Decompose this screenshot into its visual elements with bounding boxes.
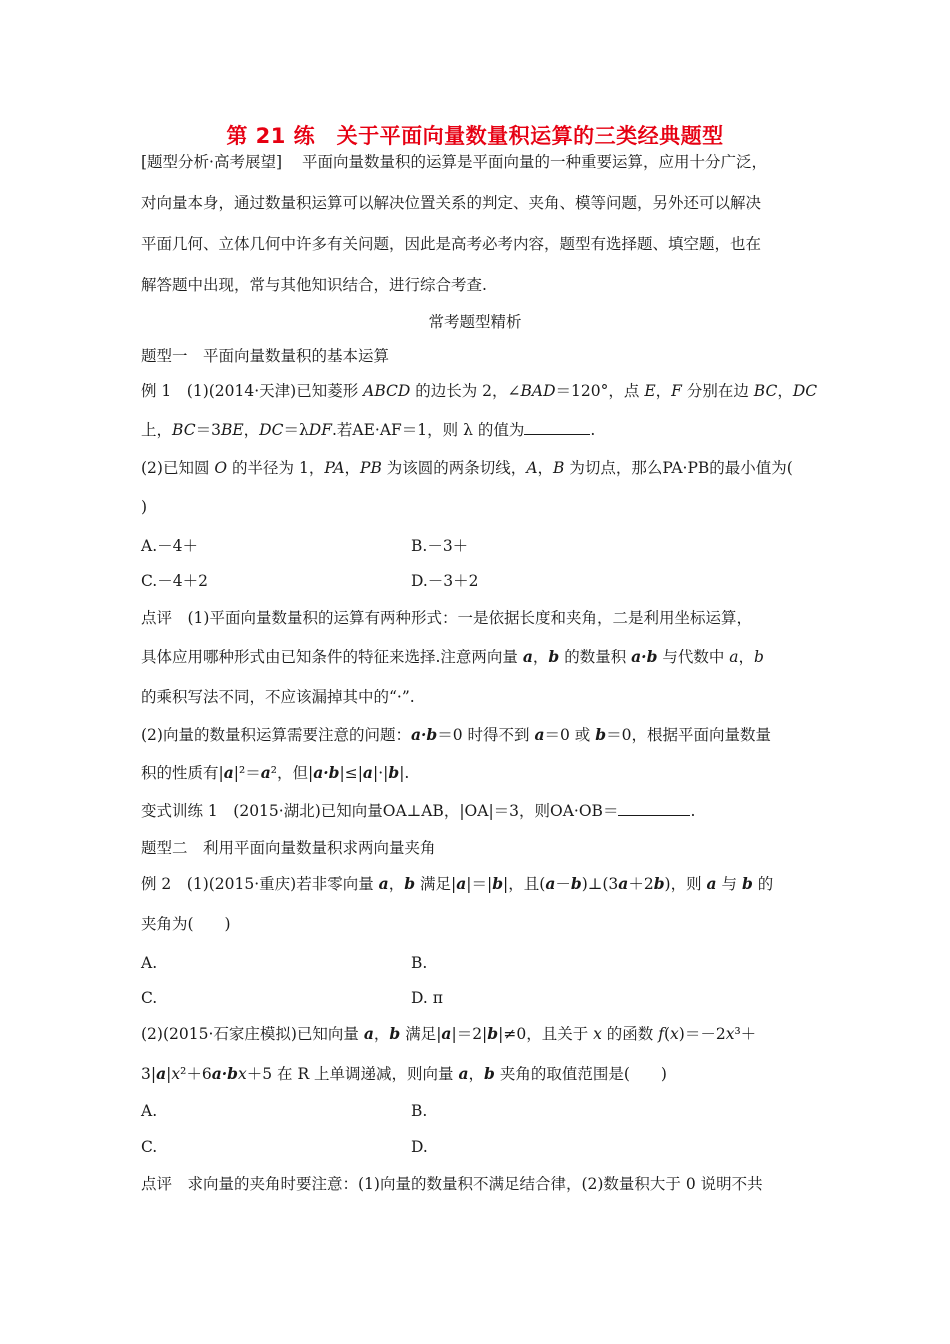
intro-line-4: 解答题中出现，常与其他知识结合，进行综合考查. [141,276,487,294]
ex2p2-option-b: B. [411,1102,428,1120]
answer-blank [618,801,690,816]
intro-line-3: 平面几何、立体几何中许多有关问题，因此是高考必考内容，题型有选择题、填空题，也在 [141,235,762,253]
ex2p2-option-a: A. [141,1102,158,1120]
review2-line-1: 点评 求向量的夹角时要注意：(1)向量的数量积不满足结合律，(2)数量积大于 0 说明不共 [141,1175,763,1193]
ex2p2-option-c: C. [141,1138,158,1156]
example2-line-2: 夹角为( ) [141,915,231,933]
review1-line-1: 点评 (1)平面向量数量积的运算有两种形式：一是依据长度和夹角，二是利用坐标运算， [141,609,752,627]
ex2-option-a: A. [141,954,158,972]
option-c: C.－4＋2 [141,572,208,590]
practice1: 变式训练 1 (2015·湖北)已知向量OA⊥AB，|OA|＝3，则OA·OB＝ . [141,802,696,820]
answer-blank [524,420,590,435]
option-a: A.－4＋ [141,537,198,555]
example1-part2-line-1: (2)已知圆 O 的半径为 1，PA，PB 为该圆的两条切线，A，B 为切点，那么PA·PB的最小值为( [141,459,793,477]
example1-line-2: 上，BC＝3BE，DC＝λDF.若AE·AF＝1，则 λ 的值为 . [141,421,596,439]
type1-heading: 题型一 平面向量数量积的基本运算 [141,347,390,365]
example1-line-1: 例 1 (1)(2014·天津)已知菱形 ABCD 的边长为 2，∠BAD＝120°，点 E，F 分别在边 BC，DC [141,382,818,400]
review1-line-2: 具体应用哪种形式由已知条件的特征来选择.注意两向量 a，b 的数量积 a·b 与代数中 a，b [141,647,764,666]
example2-line-1: 例 2 (1)(2015·重庆)若非零向量 a，b 满足|a|＝|b|，且(a－b)⊥(3a＋2b)，则 a 与 b 的 [141,874,774,893]
example2-part2-line-2: 3|a|x²＋6a·bx＋5 在 R 上单调递减，则向量 a，b 夹角的取值范围是( ) [141,1064,667,1083]
ex2-option-d: D. π [411,989,443,1007]
option-d: D.－3＋2 [411,572,479,590]
review1-line-3: 的乘积写法不同，不应该漏掉其中的“·”. [141,688,415,706]
section-heading: 常考题型精析 [428,313,522,331]
ex2-option-c: C. [141,989,158,1007]
intro-line-1 [141,152,767,172]
page-title: 第 21 练 关于平面向量数量积运算的三类经典题型 [226,124,724,148]
example2-part2-line-1: (2)(2015·石家庄模拟)已知向量 a，b 满足|a|＝2|b|≠0，且关于 x 的函数 f(x)＝－2x³＋ [141,1024,757,1043]
review1-line-5: 积的性质有|a|²＝a²，但|a·b|≤|a|·|b|. [141,763,410,782]
intro-text: 平面向量数量积的运算是平面向量的一种重要运算，应用十分广泛， [302,153,768,171]
review1-line-4: (2)向量的数量积运算需要注意的问题：a·b＝0 时得不到 a＝0 或 b＝0，根据平面向量数量 [141,725,771,744]
intro-line-2: 对向量本身，通过数量积运算可以解决位置关系的判定、夹角、模等问题，另外还可以解决 [141,194,762,212]
ex2-option-b: B. [411,954,428,972]
option-b: B.－3＋ [411,537,469,555]
example1-part2-line-2: ) [141,498,148,516]
type2-heading: 题型二 利用平面向量数量积求两向量夹角 [141,839,436,857]
ex2p2-option-d: D. [411,1138,428,1156]
intro-label: [题型分析·高考展望] [141,153,283,171]
